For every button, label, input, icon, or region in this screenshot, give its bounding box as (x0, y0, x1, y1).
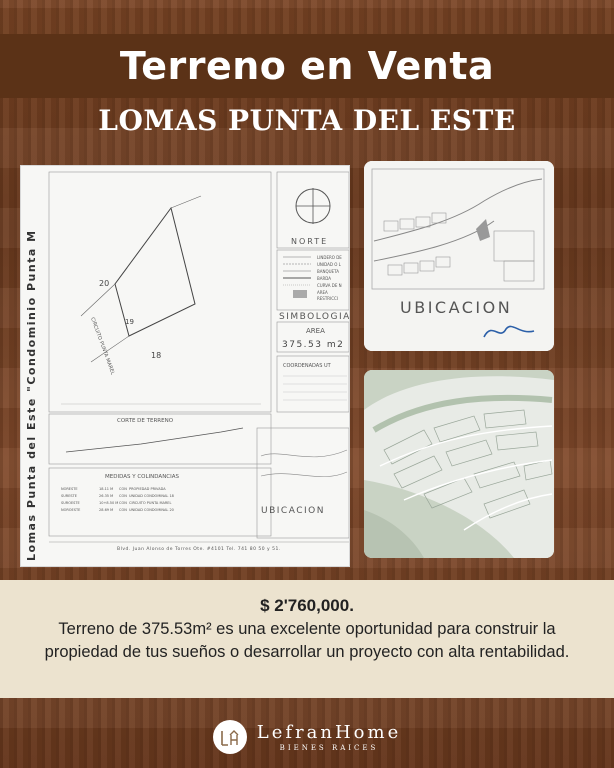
svg-text:CON: CON (119, 501, 127, 505)
svg-text:28.69 M: 28.69 M (99, 508, 114, 512)
svg-text:CURVA DE N: CURVA DE N (317, 283, 342, 288)
svg-text:NOROESTE: NOROESTE (61, 508, 81, 512)
ubicacion-drawing (364, 161, 554, 351)
brand-footer (0, 712, 614, 762)
area-value: 375.53 m2 (282, 340, 345, 350)
svg-text:CON: CON (119, 487, 127, 491)
info-panel (0, 580, 614, 698)
svg-text:BANQUETA: BANQUETA (317, 269, 339, 274)
colindancias-table (61, 487, 174, 512)
ubicacion-photo (364, 161, 554, 351)
svg-text:AREA: AREA (317, 290, 328, 295)
house-logo-icon (213, 720, 247, 754)
svg-text:CON: CON (119, 508, 127, 512)
plan-side-title: Lomas Punta del Este "Condominio Punta M (25, 229, 38, 561)
lot-number-20: 20 (99, 279, 110, 288)
title-banner (0, 34, 614, 98)
subdivision-map-photo (364, 370, 554, 558)
north-label: NORTE (291, 237, 329, 246)
survey-plan-drawing (21, 166, 349, 566)
plan-footer-address: Blvd. Juan Alonso de Torres Ote. #4101 Tel. 741 80 50 y 51. (117, 547, 281, 552)
svg-text:SURESTE: SURESTE (61, 494, 77, 498)
corte-label: CORTE DE TERRENO (117, 418, 174, 424)
price: $ 2'760,000. (260, 596, 354, 615)
brand-name: LefranHome (256, 722, 402, 743)
coords-label: COORDENADAS UT (283, 363, 331, 369)
svg-text:UNIDAD O L: UNIDAD O L (317, 262, 341, 267)
corte-profile-line (66, 428, 243, 452)
svg-text:26.35 M: 26.35 M (99, 494, 114, 498)
area-label: AREA (306, 327, 325, 335)
medidas-label: MEDIDAS Y COLINDANCIAS (105, 474, 180, 480)
plan-ubicacion-label: UBICACION (261, 506, 325, 516)
svg-text:NORESTE: NORESTE (61, 487, 78, 491)
subdivision-map-drawing (364, 370, 554, 558)
svg-text:LINDERO DE: LINDERO DE (317, 255, 342, 260)
street-label: CIRCUITO PUNTA MAREL (89, 316, 116, 376)
svg-text:PROPIEDAD PRIVADA: PROPIEDAD PRIVADA (129, 487, 166, 491)
survey-plan-image (20, 165, 350, 567)
page-title: Terreno en Venta (119, 44, 495, 88)
svg-text:SUROESTE: SUROESTE (61, 501, 80, 505)
ubicacion-label: UBICACION (400, 298, 513, 317)
svg-text:UNIDAD CONDOMINAL 18: UNIDAD CONDOMINAL 18 (129, 494, 174, 498)
brand-text (257, 722, 401, 752)
brand-tagline: BIENES RAICES (279, 744, 379, 752)
svg-text:CIRCUITO PUNTA MAREL: CIRCUITO PUNTA MAREL (129, 501, 172, 505)
description: Terreno de 375.53m² es una excelente oportunidad para construir la propiedad de tus sueños o desarrollar un proyecto con alta rentabilidad. (44, 620, 570, 661)
svg-text:RESTRICCI: RESTRICCI (317, 296, 339, 301)
svg-text:18.11 M: 18.11 M (99, 487, 114, 491)
svg-text:CON: CON (119, 494, 127, 498)
lot-number-18: 18 (151, 351, 162, 360)
simbologia-label: SIMBOLOGIA (279, 312, 349, 322)
svg-text:10+8.50 M: 10+8.50 M (99, 501, 119, 505)
legend-items (283, 255, 342, 301)
lot-number-19: 19 (125, 318, 134, 326)
svg-text:BARDA: BARDA (317, 276, 332, 281)
svg-text:UNIDAD CONDOMINAL 20: UNIDAD CONDOMINAL 20 (129, 508, 174, 512)
page-subtitle: LOMAS PUNTA DEL ESTE (98, 104, 516, 137)
lot-polygon (115, 208, 195, 336)
plan-frame (49, 172, 271, 412)
